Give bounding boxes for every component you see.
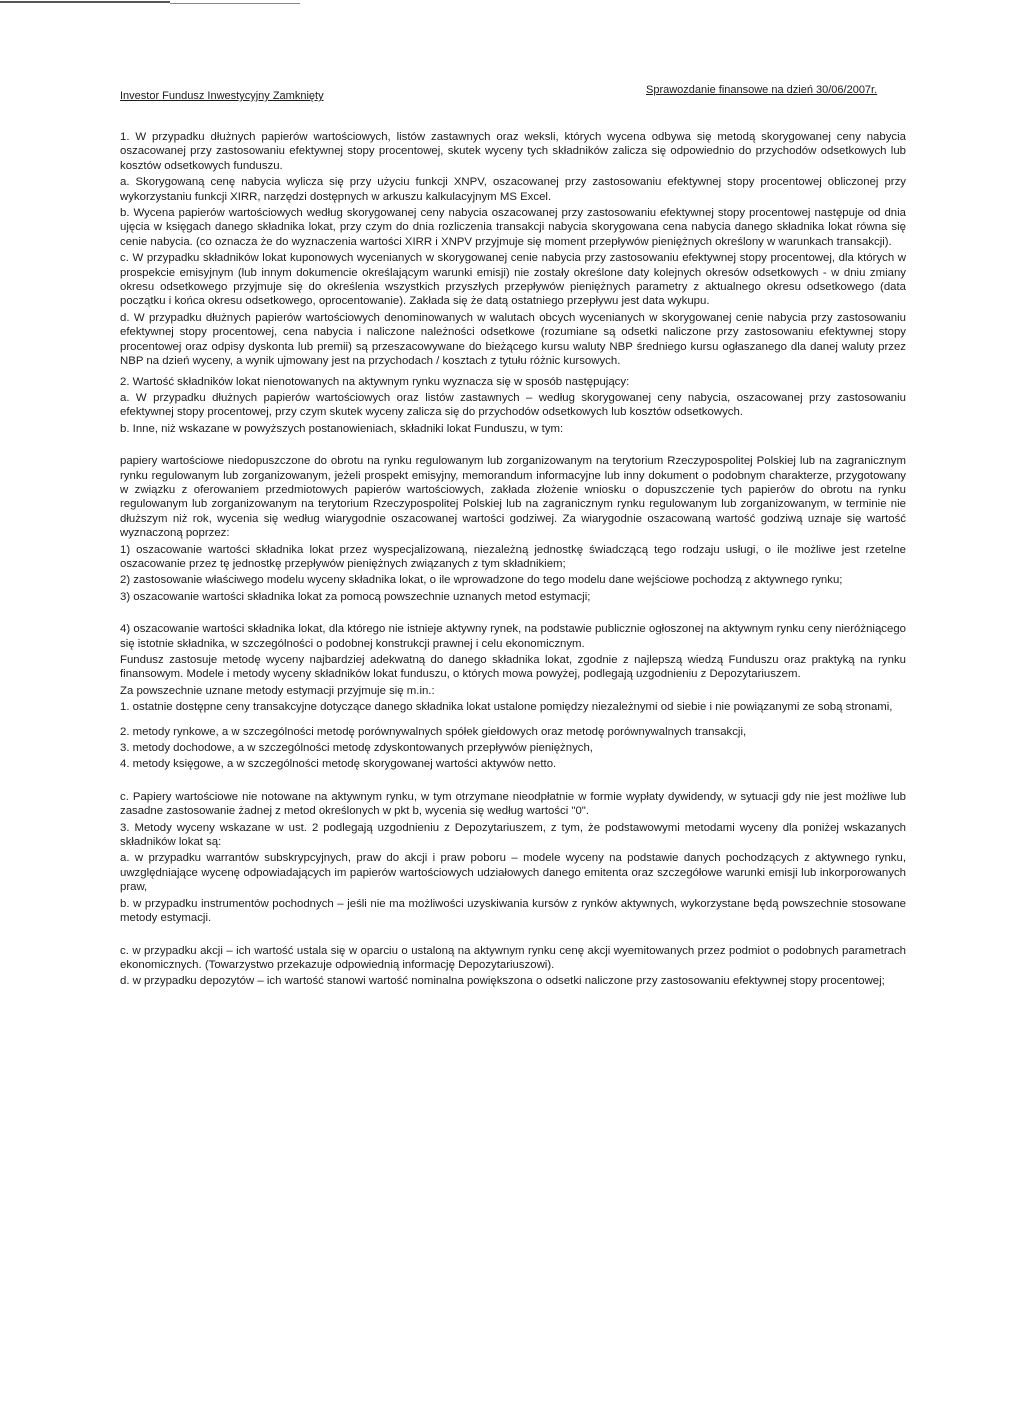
paragraph-3: 3. Metody wyceny wskazane w ust. 2 podlegają uzgodnieniu z Depozytariuszem, z tym, że podstawowymi metodami wyceny dla poniżej wskazanych składników lokat są: [120,821,906,849]
paragraph-3d: d. w przypadku depozytów – ich wartość stanowi wartość nominalna powiększona o odsetki naliczone przy zastosowaniu efektywnej stopy procentowej; [120,975,885,988]
paragraph-1d: d. W przypadku dłużnych papierów wartościowych denominowanych w walutach obcych wycenianych w skorygowanej cenie nabycia przy zastosowaniu efektywnej stopy procentowej, cena nabycia i naliczone należności odsetkowe (rozumiane są odsetki naliczone przy zastosowaniu efektywnej stopy procentowej oraz odpisy dyskonta lub premii) są przeszacowywane do bieżącego kursu waluty NBP średniego kursu ogłaszanego dla danej waluty przez NBP na dzień wyceny, a wynik ujmowany jest na przychodach / kosztach z tytułu różnic kursowych. [120,311,906,368]
method-3: 3. metody dochodowe, a w szczególności metodę zdyskontowanych przepływów pieniężnych, [120,742,593,755]
paragraph-2: 2. Wartość składników lokat nienotowanych na aktywnym rynku wyznacza się w sposób następujący: [120,375,630,388]
methods-intro: Za powszechnie uznane metody estymacji przyjmuje się m.in.: [120,684,435,697]
paragraph-2c: c. Papiery wartościowe nie notowane na aktywnym rynku, w tym otrzymane nieodpłatnie w formie wypłaty dywidendy, w sytuacji gdy nie jest możliwe lub zasadne zastosowanie żadnej z metod określonych w pkt b, wycenia się według wartości "0". [120,790,906,818]
method-2: 2. metody rynkowe, a w szczególności metodę porównywalnych spółek giełdowych oraz metodę porównywalnych transakcji, [120,725,747,738]
paragraph-2b-text: papiery wartościowe niedopuszczone do obrotu na rynku regulowanym lub zorganizowanym na terytorium Rzeczypospolitej Polskiej lub na zagranicznym rynku regulowanym lub zorganizowanym, jeżeli prospekt emisyjny, memorandum informacyjne lub inny dokument o podobnym charakterze, przygotowany w związku z oferowaniem przedmiotowych papierów wartościowych, zakłada złożenie wniosku o dopuszczenie tych papierów do obrotu na rynku regulowanym lub zorganizowanym na terytorium Rzeczypospolitej Polskiej lub na zagranicznym rynku regulowanym lub zorganizowanym, w terminie nie dłuższym niż rok, wycenia się według wiarygodnie oszacowanej wartości godziwej. Za wiarygodnie oszacowaną wartość godziwą uznaje się wartość wyznaczoną poprzez: [120,455,906,540]
list-item-4: 4) oszacowanie wartości składnika lokat, dla którego nie istnieje aktywny rynek, na podstawie publicznie ogłoszonej na aktywnym rynku ceny nieróżniącego się istotnie składnika, w szczególności o podobnej konstrukcji prawnej i celu ekonomicznym. [120,623,906,650]
paragraph-2b: b. Inne, niż wskazane w powyższych postanowieniach, składniki lokat Funduszu, w tym: [120,422,564,435]
report-date-header: Sprawozdanie finansowe na dzień 30/06/2007r. [646,84,878,96]
fund-method-text: Fundusz zastosuje metodę wyceny najbardziej adekwatną do danego składnika lokat, zgodnie z najlepszą wiedzą Funduszu oraz praktyką na rynku finansowym. Modele i metody wyceny składników lokat funduszu, o których mowa powyżej, podlegają uzgodnieniu z Depozytariuszem. [120,654,906,681]
paragraph-2a: a. W przypadku dłużnych papierów wartościowych oraz listów zastawnych – według skorygowanej ceny nabycia, oszacowanej przy zastosowaniu efektywnej stopy procentowej, przy czym skutek wyceny zalicza się do przychodów odsetkowych lub kosztów odsetkowych. [120,391,906,419]
paragraph-3b: b. w przypadku instrumentów pochodnych – jeśli nie ma możliwości uzyskiwania kursów z rynków aktywnych, wykorzystane będą powszechnie stosowane metody estymacji. [120,897,906,925]
scan-edge-line [170,3,300,4]
paragraph-1a: a. Skorygowaną cenę nabycia wylicza się przy użyciu funkcji XNPV, oszacowanej przy zastosowaniu efektywnej stopy procentowej obliczonej przy wykorzystaniu funkcji XIRR, narzędzi dostępnych w arkuszu kalkulacyjnym MS Excel. [120,176,906,203]
list-item-1: 1) oszacowanie wartości składnika lokat przez wyspecjalizowaną, niezależną jednostkę świadczącą tego rodzaju usługi, o ile możliwe jest rzetelne oszacowanie przez tę jednostkę przepływów pieniężnych związanych z tym składnikiem; [120,543,906,570]
list-item-2: 2) zastosowanie właściwego modelu wyceny składnika lokat, o ile wprowadzone do tego modelu dane wejściowe pochodzą z aktywnego rynku; [120,574,843,587]
scan-edge-line [0,1,170,3]
list-item-3: 3) oszacowanie wartości składnika lokat za pomocą powszechnie uznanych metod estymacji; [120,590,591,603]
paragraph-1: 1. W przypadku dłużnych papierów wartościowych, listów zastawnych oraz weksli, których wycena odbywa się metodą skorygowanej ceny nabycia oszacowanej przy zastosowaniu efektywnej stopy procentowej, skutek wyceny tych składników zalicza się odpowiednio do przychodów odsetkowych lub kosztów odsetkowych funduszu. [120,131,906,172]
paragraph-1b: b. Wycena papierów wartościowych według skorygowanej ceny nabycia oszacowanej przy zastosowaniu efektywnej stopy procentowej następuje od dnia ujęcia w księgach danego składnika lokat, przy czym do dnia rozliczenia transakcji nabycia skorygowana cena nabycia danego składnika lokat równa się cenie nabycia. (co oznacza że do wyznaczenia wartości XIRR i XNPV przyjmuje się moment przepływów pieniężnych określony w warunkach transakcji). [120,207,906,248]
fund-name-header: Investor Fundusz Inwestycyjny Zamknięty [120,90,324,102]
method-4: 4. metody księgowe, a w szczególności metodę skorygowanej wartości aktywów netto. [120,758,557,771]
method-1: 1. ostatnie dostępne ceny transakcyjne dotyczące danego składnika lokat ustalone pomiędzy niezależnymi od siebie i nie powiązanymi ze sobą stronami, [120,701,893,714]
paragraph-1c: c. W przypadku składników lokat kuponowych wycenianych w skorygowanej cenie nabycia przy zastosowaniu efektywnej stopy procentowej, dla których w prospekcie emisyjnym (lub innym dokumencie określającym warunki emisji) nie zostały określone daty kolejnych okresów odsetkowych - w dniu zmiany okresu odsetkowego przyjmuje się do określenia wszystkich przyszłych przepływów pieniężnych parametry z aktualnego okresu odsetkowego (data początku i końca okresu odsetkowego, oprocentowanie). Zakłada się że datą ostatniego przepływu jest data wykupu. [120,252,906,308]
document-body [120,130,906,991]
paragraph-3a: a. w przypadku warrantów subskrypcyjnych, praw do akcji i praw poboru – modele wyceny na podstawie danych pochodzących z aktywnego rynku, uwzględniające wycenę odpowiadających im papierów wartościowych udziałowych danego emitenta oraz szczegółowe warunki emisji lub inkorporowanych praw, [120,852,906,894]
paragraph-3c: c. w przypadku akcji – ich wartość ustala się w oparciu o ustaloną na aktywnym rynku cenę akcji wyemitowanych przez podmiot o podobnych parametrach ekonomicznych. (Towarzystwo przekazuje odpowiednią informację Depozytariuszowi). [120,944,906,971]
